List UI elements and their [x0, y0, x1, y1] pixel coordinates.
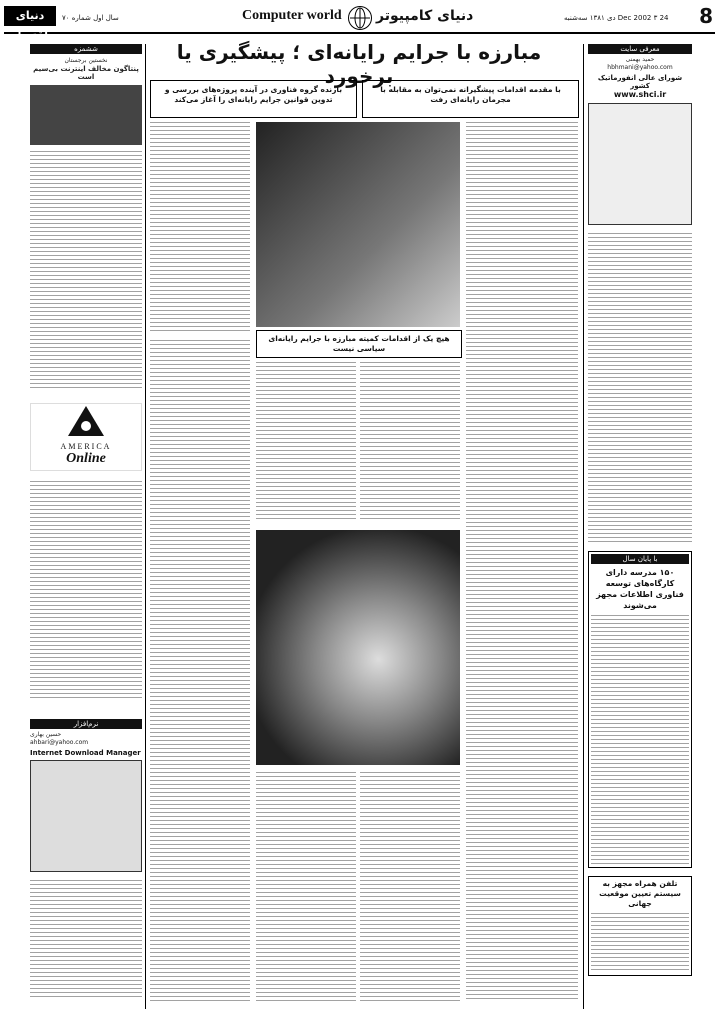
software-name: Internet Download Manager: [30, 749, 141, 757]
subhead-right-text: با مقدمه اقدامات پیشگیرانه نمی‌توان به مقابله با مجرمان رایانه‌ای رفت: [380, 85, 561, 104]
issue-info: سال اول شماره ۷۰: [62, 14, 119, 22]
main-col-3-bottom: [360, 772, 460, 1002]
subhead-left-text: بازنده گروه فناوری در آینده پروژه‌های بررسی و تدوین قوانین جرایم رایانه‌ای را آغاز می‌کند: [164, 85, 343, 104]
software-header: نرم‌افزار: [30, 719, 142, 729]
gps-phone-title: تلفن همراه مجهز به سیستم تعیین موقعیت جهانی: [599, 879, 681, 908]
schools-box-body: [591, 615, 689, 865]
gps-phone-box: [588, 876, 692, 976]
site-url[interactable]: www.shci.ir: [613, 90, 667, 99]
left-sidebar: [30, 44, 142, 1009]
issue-date: 24 Dec 2002 ۳ دی ۱۳۸۱ سه‌شنبه: [564, 14, 669, 22]
main-subhead-right: [362, 80, 579, 118]
page-number: 8: [699, 4, 713, 28]
right-sidebar: [588, 44, 692, 1009]
software-article-body: [30, 880, 142, 1000]
software-screenshot: [30, 760, 142, 872]
main-col-right: [466, 122, 578, 1002]
newspaper-logo: دنیای اقتصاد: [4, 6, 56, 26]
pentagon-photo: [30, 85, 142, 145]
software-author: حسین بهاری: [30, 731, 62, 738]
main-col-3-mid: [360, 362, 460, 522]
gps-phone-body: [591, 913, 689, 973]
main-headline: مبارزه با جرایم رایانه‌ای ؛ پیشگیری یا برخورد: [176, 40, 542, 88]
photo1-caption-text: هیچ یک از اقدامات کمیته مبارزه با جرایم رایانه‌ای سیاسی نیست: [268, 334, 450, 353]
schools-box: [588, 551, 692, 868]
schools-box-title: ۱۵۰ مدرسه دارای کارگاه‌های توسعه فناوری اطلاعات مجهز می‌شوند: [596, 568, 684, 610]
aol-line2: Online: [66, 451, 106, 466]
main-col-1-top: [150, 122, 250, 332]
section-title-en: Computer world: [242, 8, 342, 23]
left-author: نخستین برجستان: [64, 57, 108, 64]
main-col-2-mid: [256, 362, 356, 522]
left-article-body: [30, 151, 142, 391]
schools-box-tag: با پایان سال: [591, 554, 689, 564]
fingerprint-photo: [256, 530, 460, 765]
site-title: شورای عالی انفورماتیک کشور: [597, 74, 683, 90]
left-article-body-2: [30, 481, 142, 701]
right-sidebar-header: معرفی سایت: [588, 44, 692, 54]
main-col-2-bottom: [256, 772, 356, 1002]
masthead: [4, 4, 715, 42]
aol-logo: [30, 403, 142, 471]
left-sidebar-header: ششمزه: [30, 44, 142, 54]
aol-line1: AMERICA: [60, 442, 112, 451]
software-email: ahbari@yahoo.com: [30, 739, 89, 746]
left-article-title: پنتاگون مخالف اینترنت بی‌سیم است: [33, 65, 139, 81]
main-subhead-left: [150, 80, 357, 118]
main-col-1: [150, 340, 250, 1002]
photo1-caption: [256, 330, 462, 358]
globe-icon: [348, 6, 372, 30]
hacker-photo: [256, 122, 460, 327]
site-screenshot: [588, 103, 692, 225]
right-author: حمید بهمنی: [625, 56, 655, 63]
section-title-fa: دنیای کامپیوتر: [376, 8, 474, 24]
right-email: hbhmani@yahoo.com: [607, 64, 673, 71]
right-article-body: [588, 233, 692, 543]
